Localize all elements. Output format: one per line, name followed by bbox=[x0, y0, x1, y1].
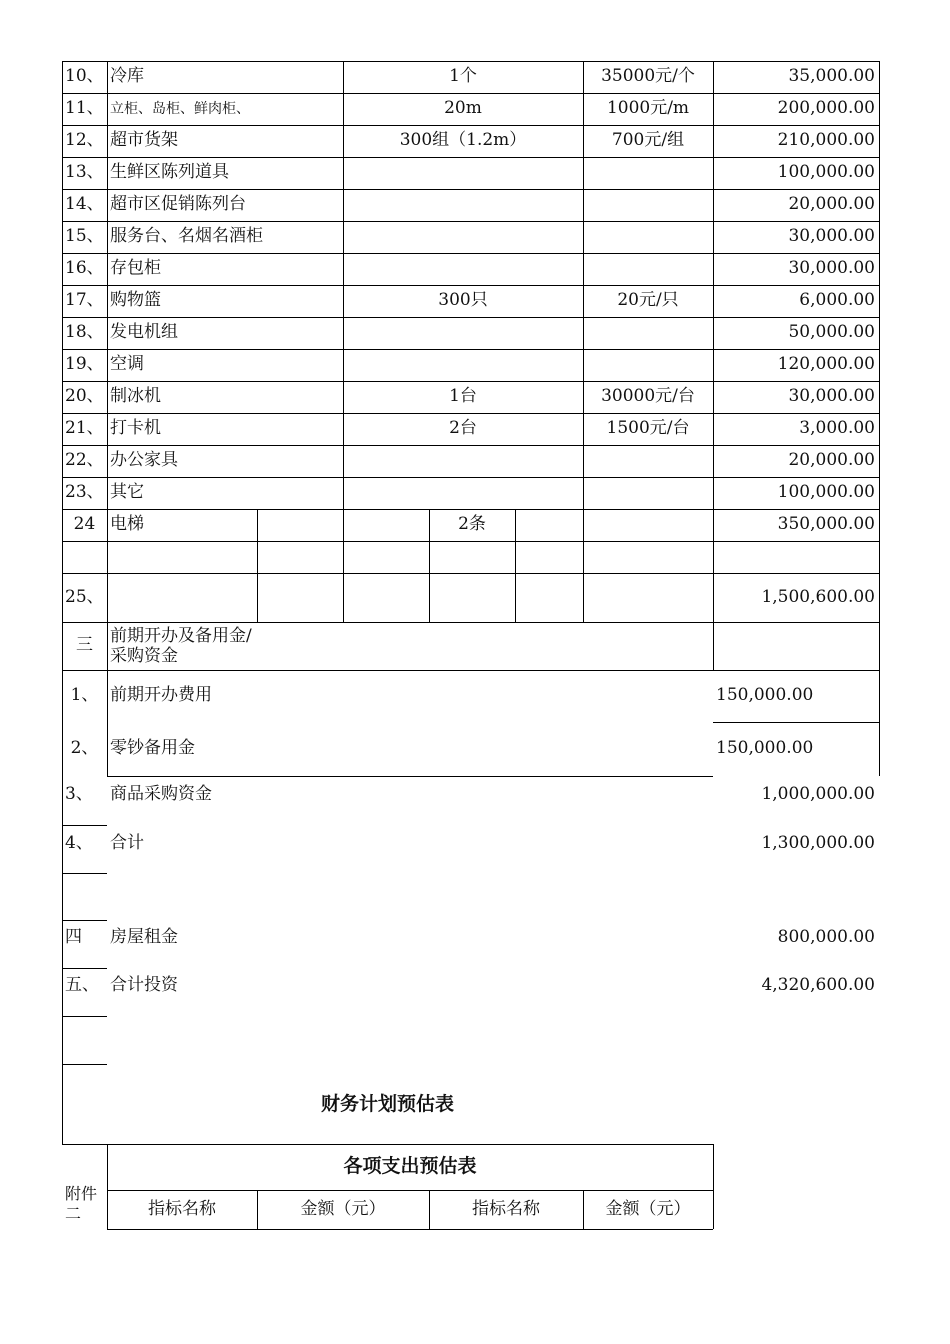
item-quantity bbox=[343, 189, 583, 221]
item-name: 生鲜区陈列道具 bbox=[110, 162, 229, 183]
grid-line bbox=[62, 221, 879, 222]
item-quantity bbox=[343, 157, 583, 189]
grid-line bbox=[583, 61, 584, 509]
item-name: 合计投资 bbox=[110, 975, 178, 996]
item-quantity bbox=[343, 445, 583, 477]
grid-line bbox=[343, 61, 344, 509]
item-name: 立柜、岛柜、鲜肉柜、 bbox=[110, 100, 250, 117]
item-amount: 1,000,000.00 bbox=[761, 784, 875, 805]
item-name: 制冰机 bbox=[110, 386, 161, 407]
grid-line bbox=[62, 285, 879, 286]
grid-line bbox=[713, 1144, 714, 1229]
grid-line bbox=[62, 1064, 107, 1065]
item-amount: 800,000.00 bbox=[777, 927, 875, 948]
row-number: 12、 bbox=[65, 130, 104, 151]
grid-line bbox=[879, 622, 880, 670]
column-header: 指标名称 bbox=[148, 1198, 216, 1219]
item-name: 购物篮 bbox=[110, 290, 161, 311]
grid-line bbox=[879, 61, 880, 509]
grid-line bbox=[62, 61, 63, 509]
item-amount: 1,300,000.00 bbox=[761, 832, 875, 853]
item-quantity bbox=[343, 221, 583, 253]
grid-line bbox=[257, 509, 258, 622]
row-number: 21、 bbox=[65, 418, 104, 439]
item-unit-price bbox=[583, 189, 713, 221]
item-unit-price bbox=[583, 253, 713, 285]
item-amount: 120,000.00 bbox=[777, 354, 875, 375]
item-unit-price: 35000元/个 bbox=[601, 66, 695, 87]
item-name: 存包柜 bbox=[110, 258, 161, 279]
item-quantity: 300组（1.2m） bbox=[399, 130, 527, 151]
row-number: 23、 bbox=[65, 482, 104, 503]
grid-line bbox=[62, 920, 107, 921]
item-amount: 100,000.00 bbox=[777, 482, 875, 503]
item-name: 电梯 bbox=[110, 514, 144, 535]
grid-line bbox=[107, 1229, 713, 1230]
grid-line bbox=[62, 622, 63, 670]
item-name: 打卡机 bbox=[110, 418, 161, 439]
item-quantity: 300只 bbox=[438, 290, 488, 311]
item-name: 前期开办费用 bbox=[110, 685, 212, 706]
column-header: 指标名称 bbox=[472, 1198, 540, 1219]
column-header: 金额（元） bbox=[605, 1198, 691, 1219]
item-unit-price: 30000元/台 bbox=[601, 386, 695, 407]
grid-line bbox=[62, 413, 879, 414]
grid-line bbox=[62, 573, 879, 574]
grid-line bbox=[62, 349, 879, 350]
item-quantity: 1个 bbox=[449, 66, 477, 87]
grid-line bbox=[62, 477, 879, 478]
grid-line bbox=[713, 622, 714, 670]
item-unit-price bbox=[583, 477, 713, 509]
grid-line bbox=[713, 61, 714, 509]
item-quantity: 2台 bbox=[449, 418, 477, 439]
item-amount: 30,000.00 bbox=[788, 226, 875, 247]
grid-line bbox=[62, 381, 879, 382]
grid-line bbox=[515, 509, 516, 622]
item-amount: 6,000.00 bbox=[799, 290, 875, 311]
row-number: 19、 bbox=[65, 354, 104, 375]
grid-line bbox=[713, 509, 714, 622]
grid-line bbox=[62, 253, 879, 254]
grid-line bbox=[429, 1190, 430, 1229]
section-number: 三 bbox=[76, 635, 93, 656]
item-amount: 35,000.00 bbox=[788, 66, 875, 87]
grid-line bbox=[713, 722, 879, 723]
item-unit-price bbox=[583, 221, 713, 253]
row-number: 13、 bbox=[65, 162, 104, 183]
grid-line bbox=[429, 509, 430, 622]
grid-line bbox=[62, 968, 107, 969]
item-name: 超市货架 bbox=[110, 130, 178, 151]
row-number: 22、 bbox=[65, 450, 104, 471]
row-number: 五、 bbox=[65, 975, 99, 996]
grid-line bbox=[62, 541, 879, 542]
grid-line bbox=[257, 1190, 258, 1229]
item-amount: 210,000.00 bbox=[777, 130, 875, 151]
attachment-label: 附件二 bbox=[65, 1184, 98, 1223]
item-name: 空调 bbox=[110, 354, 144, 375]
row-number: 14、 bbox=[65, 194, 104, 215]
grid-line bbox=[107, 776, 713, 777]
item-name: 房屋租金 bbox=[110, 927, 178, 948]
item-amount: 150,000.00 bbox=[716, 685, 814, 706]
item-name: 冷库 bbox=[110, 66, 144, 87]
item-amount: 20,000.00 bbox=[788, 194, 875, 215]
grid-line bbox=[107, 61, 108, 509]
item-amount: 100,000.00 bbox=[777, 162, 875, 183]
grid-line bbox=[62, 189, 879, 190]
grid-line bbox=[107, 670, 108, 776]
column-header: 金额（元） bbox=[300, 1198, 386, 1219]
grid-line bbox=[62, 125, 879, 126]
item-amount: 30,000.00 bbox=[788, 386, 875, 407]
item-amount: 350,000.00 bbox=[777, 514, 875, 535]
row-number: 4、 bbox=[65, 832, 93, 853]
row-number: 25、 bbox=[65, 586, 104, 607]
grid-line bbox=[62, 873, 107, 874]
grid-line bbox=[583, 509, 584, 622]
item-amount: 150,000.00 bbox=[716, 738, 814, 759]
item-quantity bbox=[343, 253, 583, 285]
item-name: 办公家具 bbox=[110, 450, 178, 471]
item-amount: 20,000.00 bbox=[788, 450, 875, 471]
item-name: 超市区促销陈列台 bbox=[110, 194, 246, 215]
item-unit-price: 1000元/m bbox=[606, 98, 690, 119]
grid-line bbox=[62, 1016, 107, 1017]
row-number: 11、 bbox=[65, 98, 104, 119]
item-unit-price: 1500元/台 bbox=[606, 418, 690, 439]
row-number: 1、 bbox=[70, 685, 99, 706]
grid-line bbox=[107, 622, 108, 670]
item-unit-price bbox=[583, 445, 713, 477]
row-number: 18、 bbox=[65, 322, 104, 343]
item-name: 合计 bbox=[110, 832, 144, 853]
item-amount: 200,000.00 bbox=[777, 98, 875, 119]
item-unit-price bbox=[583, 349, 713, 381]
row-number: 10、 bbox=[65, 66, 104, 87]
grid-line bbox=[62, 445, 879, 446]
item-quantity bbox=[343, 477, 583, 509]
grid-line bbox=[62, 317, 879, 318]
row-number: 17、 bbox=[65, 290, 104, 311]
grid-line bbox=[343, 509, 344, 622]
row-number: 2、 bbox=[70, 738, 99, 759]
row-number: 16、 bbox=[65, 258, 104, 279]
row-number: 24 bbox=[73, 514, 96, 535]
row-number: 20、 bbox=[65, 386, 104, 407]
item-unit-price bbox=[583, 157, 713, 189]
item-name: 服务台、名烟名酒柜 bbox=[110, 226, 263, 247]
subtotal-amount: 1,500,600.00 bbox=[761, 586, 875, 607]
grid-line bbox=[583, 1190, 584, 1229]
item-amount: 3,000.00 bbox=[799, 418, 875, 439]
row-number: 四 bbox=[65, 927, 82, 948]
item-name: 商品采购资金 bbox=[110, 784, 212, 805]
row-number: 3、 bbox=[65, 784, 93, 805]
item-unit-price bbox=[583, 317, 713, 349]
section-title: 前期开办及备用金/采购资金 bbox=[110, 626, 252, 666]
grid-line bbox=[107, 509, 108, 622]
item-unit-price: 700元/组 bbox=[611, 130, 685, 151]
item-name: 其它 bbox=[110, 482, 144, 503]
item-quantity: 20m bbox=[444, 98, 482, 119]
grid-line bbox=[62, 93, 879, 94]
item-quantity: 1台 bbox=[449, 386, 477, 407]
item-name: 零钞备用金 bbox=[110, 738, 195, 759]
item-amount: 50,000.00 bbox=[788, 322, 875, 343]
grid-line bbox=[879, 509, 880, 622]
item-unit-price: 20元/只 bbox=[617, 290, 679, 311]
item-quantity bbox=[343, 317, 583, 349]
row-number: 15、 bbox=[65, 226, 104, 247]
grid-line bbox=[62, 61, 879, 62]
item-quantity bbox=[343, 349, 583, 381]
grid-line bbox=[879, 670, 880, 776]
grid-line bbox=[62, 670, 63, 776]
grid-line bbox=[62, 509, 63, 622]
item-name: 发电机组 bbox=[110, 322, 178, 343]
grid-line bbox=[62, 157, 879, 158]
item-amount: 30,000.00 bbox=[788, 258, 875, 279]
expense-table-title: 各项支出预估表 bbox=[343, 1155, 477, 1178]
item-amount: 4,320,600.00 bbox=[761, 975, 875, 996]
item-quantity: 2条 bbox=[458, 514, 486, 535]
grid-line bbox=[62, 825, 107, 826]
finance-plan-title: 财务计划预估表 bbox=[320, 1093, 454, 1116]
